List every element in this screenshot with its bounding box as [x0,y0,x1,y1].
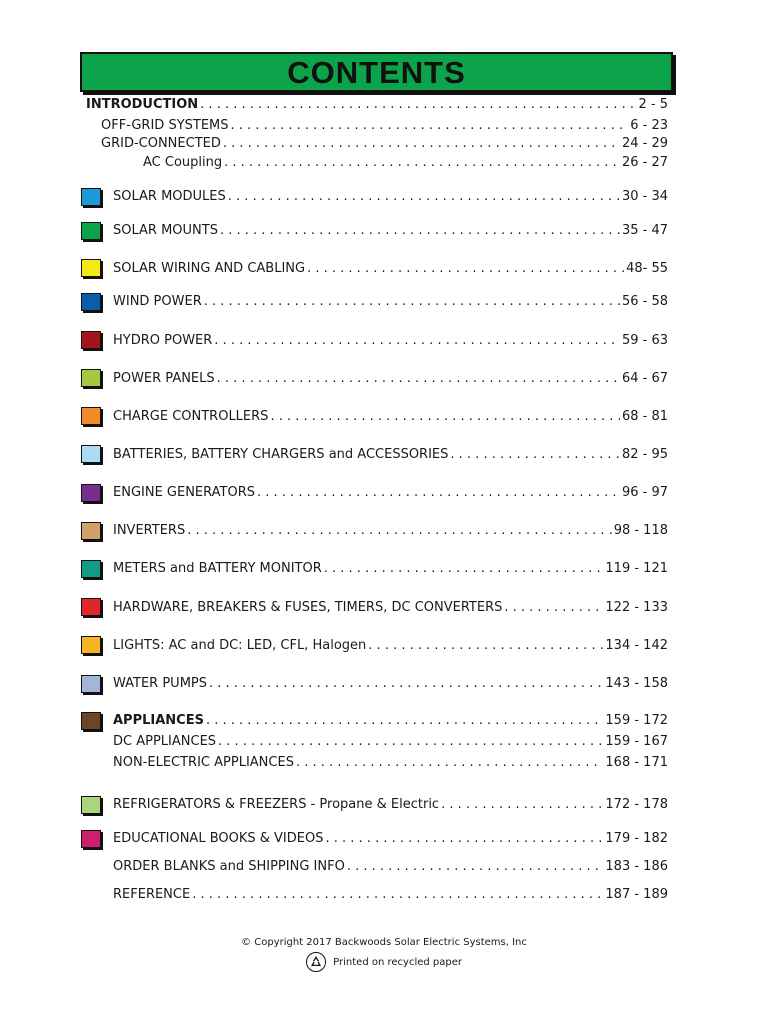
toc-entry-engine-generators[interactable] [113,485,668,501]
recycle-icon [306,952,326,972]
toc-label: ORDER BLANKS and SHIPPING INFO [113,859,345,874]
toc-label: HARDWARE, BREAKERS & FUSES, TIMERS, DC CONVERTERS [113,600,503,615]
toc-pages: 59 - 63 [621,333,668,348]
toc-pages: 68 - 81 [621,409,668,424]
toc-pages: 179 - 182 [605,831,668,846]
toc-label: SOLAR MODULES [113,189,226,204]
toc-entry-wind-power[interactable] [113,294,668,310]
toc-entry-lights[interactable] [113,638,668,654]
toc-label: AC Coupling [143,155,223,170]
toc-pages: 98 - 118 [613,523,668,538]
toc-pages: 82 - 95 [621,447,668,462]
toc-entry-batteries[interactable] [113,447,668,463]
toc-entry-reference[interactable] [113,887,668,903]
toc-label: CHARGE CONTROLLERS [113,409,269,424]
toc-entry-dc-appliances[interactable] [113,734,668,750]
hardware-swatch [81,598,101,616]
toc-pages: 119 - 121 [605,561,668,576]
toc-entry-grid-connected[interactable] [101,136,668,152]
toc-label: OFF-GRID SYSTEMS [101,118,229,133]
toc-pages: 183 - 186 [605,859,668,874]
toc-label: BATTERIES, BATTERY CHARGERS and ACCESSORIES [113,447,449,462]
contents-title-bar [80,52,673,92]
toc-pages: 24 - 29 [621,136,668,151]
toc-entry-refrigerators[interactable] [113,797,668,813]
toc-entry-charge-controllers[interactable] [113,409,668,425]
toc-label: WATER PUMPS [113,676,208,691]
toc-pages: 30 - 34 [621,189,668,204]
page-title: CONTENTS [287,55,466,90]
toc-entry-solar-wiring[interactable] [113,261,668,277]
toc-pages: 172 - 178 [605,797,668,812]
toc-entry-non-electric-appliances[interactable] [113,755,668,771]
toc-label: METERS and BATTERY MONITOR [113,561,322,576]
appliances-swatch [81,712,101,730]
toc-label: GRID-CONNECTED [101,136,221,151]
toc-pages: 26 - 27 [621,155,668,170]
toc-pages: 48- 55 [626,261,668,276]
toc-label: HYDRO POWER [113,333,213,348]
recycled-note [0,952,768,972]
toc-label: POWER PANELS [113,371,215,386]
toc-label: REFERENCE [113,887,191,902]
toc-pages: 159 - 167 [605,734,668,749]
toc-pages: 35 - 47 [621,223,668,238]
toc-entry-order-blanks[interactable] [113,859,668,875]
toc-pages: 143 - 158 [605,676,668,691]
toc-label: EDUCATIONAL BOOKS & VIDEOS [113,831,324,846]
toc-entry-off-grid[interactable] [101,118,668,134]
lights-swatch [81,636,101,654]
copyright-text: © Copyright 2017 Backwoods Solar Electric Systems, Inc [241,937,527,948]
toc-pages: 122 - 133 [605,600,668,615]
toc-entry-solar-mounts[interactable] [113,223,668,239]
toc-label: SOLAR MOUNTS [113,223,218,238]
toc-label: NON-ELECTRIC APPLIANCES [113,755,294,770]
toc-label: APPLIANCES [113,713,204,728]
hydro-power-swatch [81,331,101,349]
toc-pages: 64 - 67 [621,371,668,386]
toc-pages: 134 - 142 [605,638,668,653]
engine-generators-swatch [81,484,101,502]
toc-entry-introduction[interactable] [86,97,668,113]
batteries-swatch [81,445,101,463]
toc-pages: 2 - 5 [638,97,668,112]
inverters-swatch [81,522,101,540]
solar-mounts-swatch [81,222,101,240]
toc-entry-hydro-power[interactable] [113,333,668,349]
toc-entry-ac-coupling[interactable] [143,155,668,171]
toc-entry-solar-modules[interactable] [113,189,668,205]
water-pumps-swatch [81,675,101,693]
toc-entry-hardware[interactable] [113,600,668,616]
toc-entry-water-pumps[interactable] [113,676,668,692]
toc-pages: 168 - 171 [605,755,668,770]
toc-label: WIND POWER [113,294,202,309]
toc-label: SOLAR WIRING AND CABLING [113,261,306,276]
solar-modules-swatch [81,188,101,206]
toc-label: DC APPLIANCES [113,734,217,749]
toc-pages: 187 - 189 [605,887,668,902]
toc-pages: 96 - 97 [621,485,668,500]
toc-pages: 56 - 58 [621,294,668,309]
toc-pages: 6 - 23 [630,118,668,133]
toc-entry-inverters[interactable] [113,523,668,539]
educational-swatch [81,830,101,848]
toc-entry-meters[interactable] [113,561,668,577]
toc-label: LIGHTS: AC and DC: LED, CFL, Halogen [113,638,367,653]
wind-power-swatch [81,293,101,311]
toc-label: INTRODUCTION [86,97,199,112]
charge-controllers-swatch [81,407,101,425]
meters-swatch [81,560,101,578]
toc-label: INVERTERS [113,523,186,538]
refrigerators-swatch [81,796,101,814]
toc-pages: 159 - 172 [605,713,668,728]
toc-label: REFRIGERATORS & FREEZERS - Propane & Electric [113,797,440,812]
power-panels-swatch [81,369,101,387]
solar-wiring-swatch [81,259,101,277]
toc-entry-educational[interactable] [113,831,668,847]
toc-label: ENGINE GENERATORS [113,485,255,500]
recycled-text: Printed on recycled paper [333,957,462,968]
toc-entry-power-panels[interactable] [113,371,668,387]
toc-entry-appliances[interactable] [113,713,668,729]
